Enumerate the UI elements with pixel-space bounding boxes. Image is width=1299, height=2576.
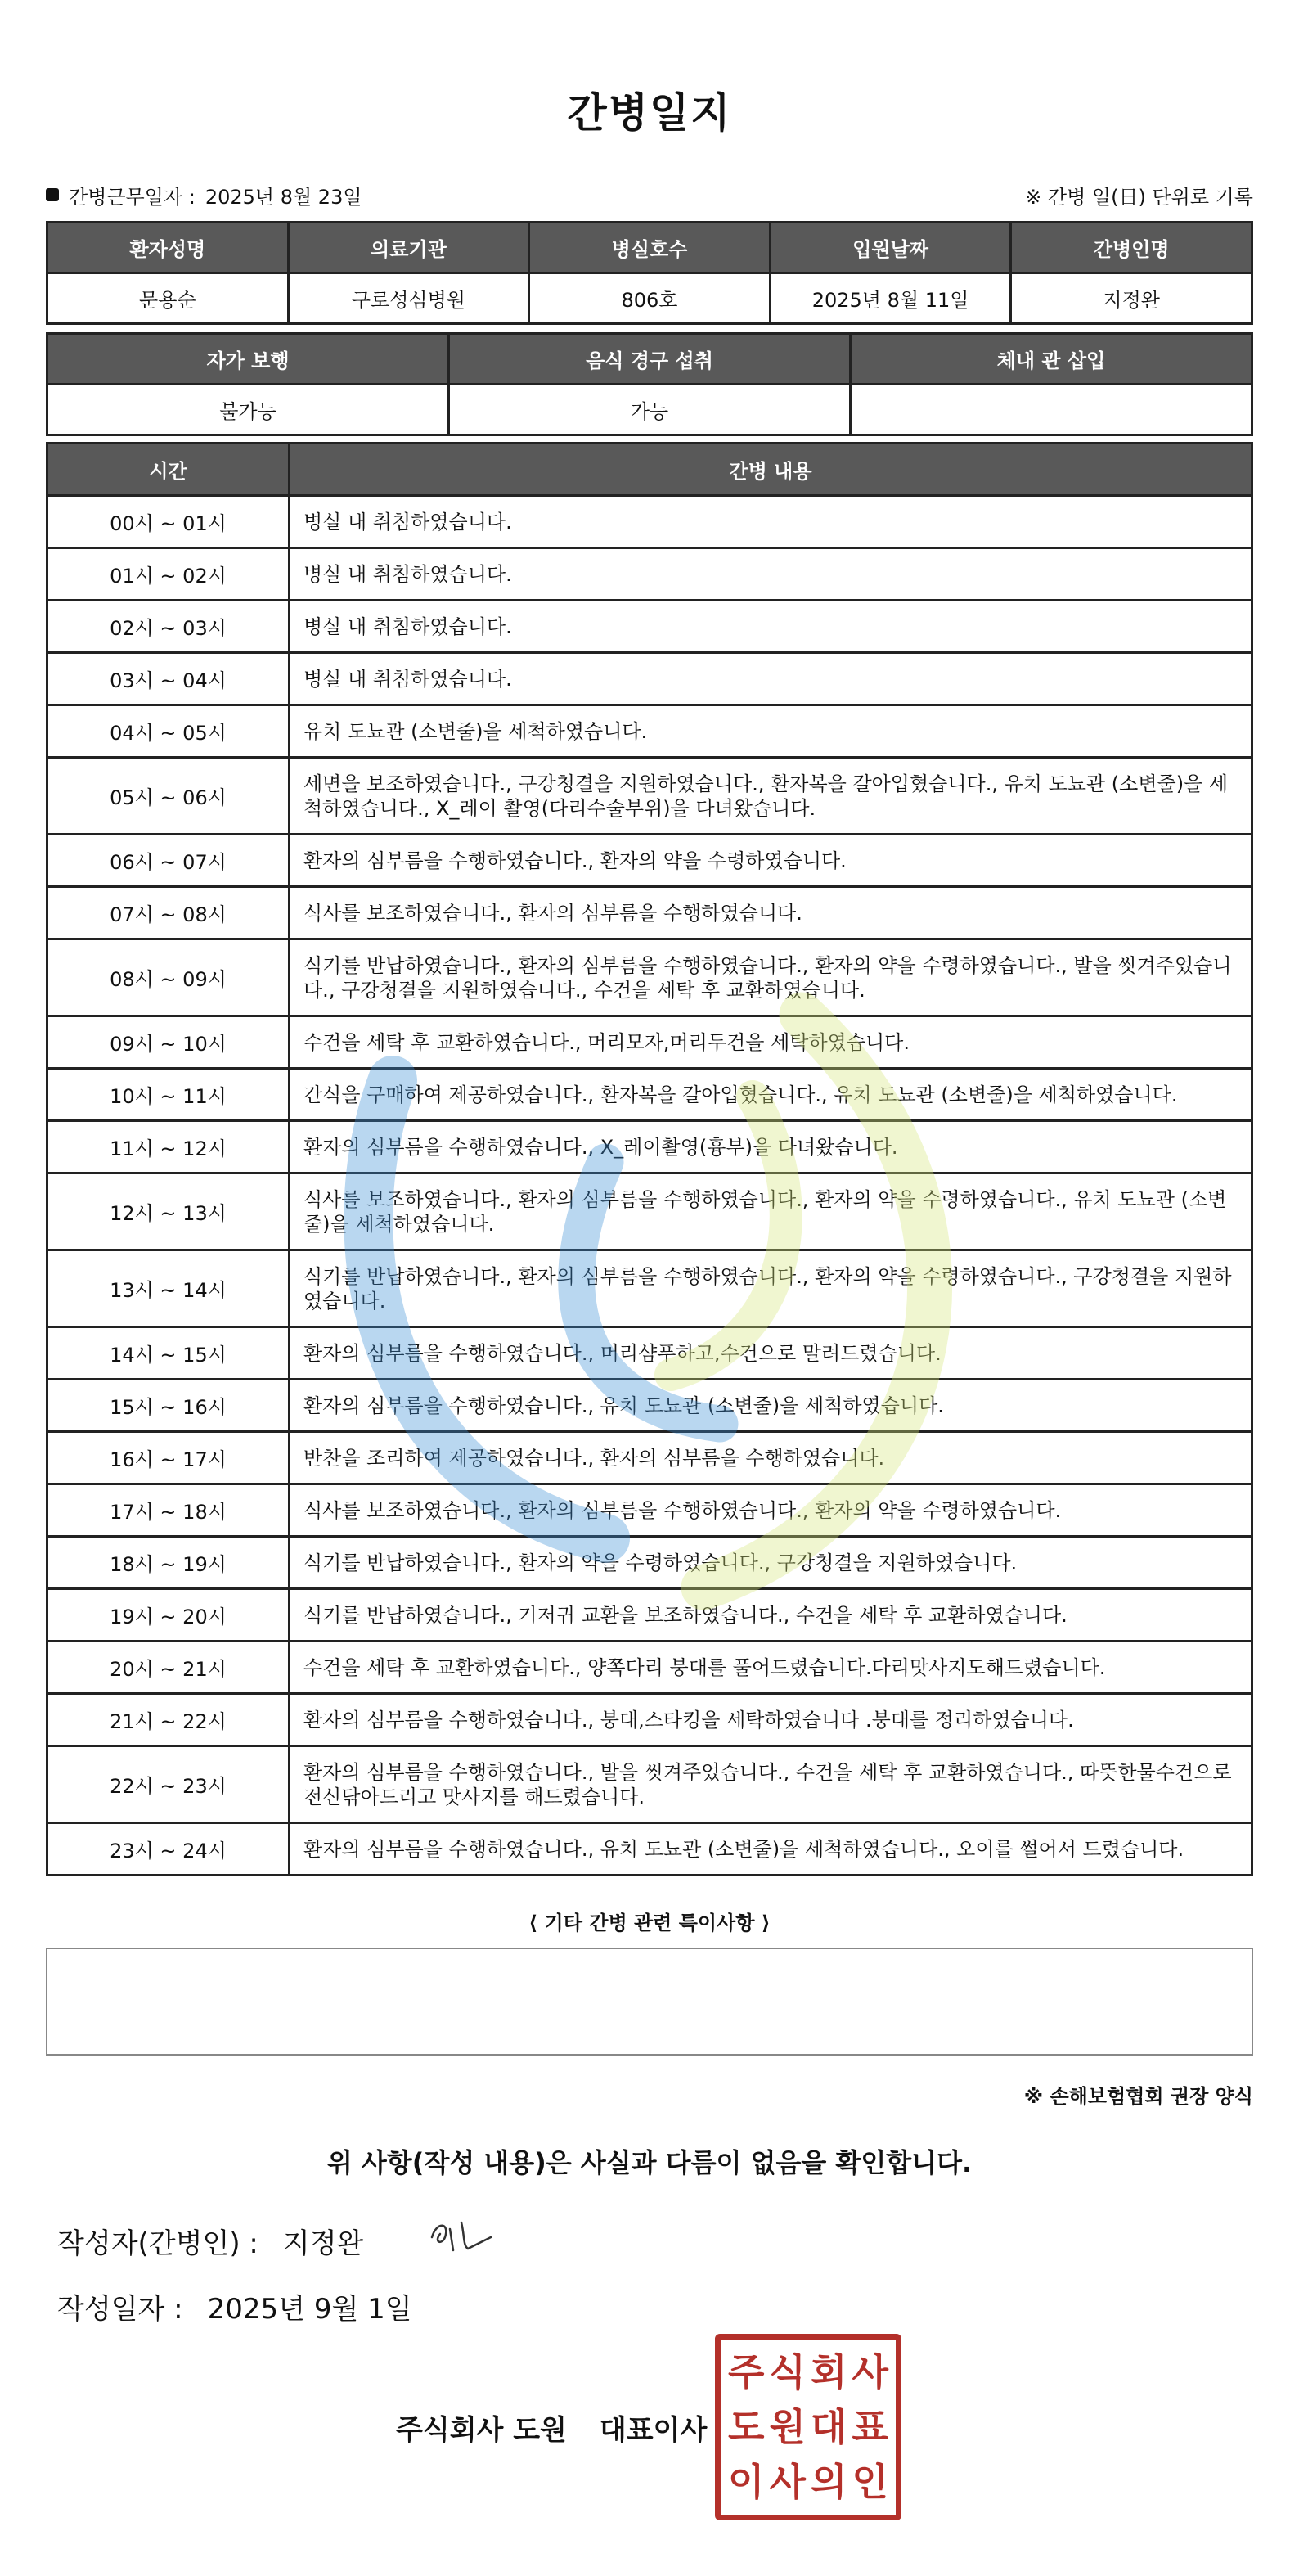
table-header: 간병 내용 xyxy=(290,444,1252,496)
care-log-table xyxy=(46,442,1253,1876)
writer-name: 지정완 xyxy=(282,2227,364,2260)
table-row xyxy=(47,1537,1252,1589)
time-cell: 07시 ~ 08시 xyxy=(47,887,290,939)
seal-char: 대 xyxy=(811,2404,847,2449)
table-cell: 문용순 xyxy=(47,273,289,324)
content-cell: 환자의 심부름을 수행하였습니다., 발을 씻겨주었습니다., 수건을 세탁 후 교환하였습니다., 따뜻한물수건으로 전신닦아드리고 맛사지를 해드렸습니다. xyxy=(290,1746,1252,1823)
table-row xyxy=(47,548,1252,601)
table-cell xyxy=(851,385,1252,435)
table-row xyxy=(47,939,1252,1016)
table-row xyxy=(47,1484,1252,1537)
written-date-row xyxy=(57,2286,412,2326)
table-row xyxy=(47,1432,1252,1484)
table-cell: 지정완 xyxy=(1011,273,1252,324)
content-cell: 유치 도뇨관 (소변줄)을 세척하였습니다. xyxy=(290,705,1252,758)
table-header: 시간 xyxy=(47,444,290,496)
table-header-row xyxy=(47,444,1252,496)
table-header: 병실호수 xyxy=(529,223,771,273)
time-cell: 10시 ~ 11시 xyxy=(47,1069,290,1121)
work-date xyxy=(46,181,362,209)
content-cell: 환자의 심부름을 수행하였습니다., 유치 도뇨관 (소변줄)을 세척하였습니다. xyxy=(290,1380,1252,1432)
content-cell: 반찬을 조리하여 제공하였습니다., 환자의 심부름을 수행하였습니다. xyxy=(290,1432,1252,1484)
care-log-body xyxy=(47,496,1252,1876)
time-cell: 04시 ~ 05시 xyxy=(47,705,290,758)
seal-char: 이 xyxy=(728,2460,765,2505)
seal-char: 도 xyxy=(728,2404,765,2449)
time-cell: 17시 ~ 18시 xyxy=(47,1484,290,1537)
table-row xyxy=(47,1694,1252,1746)
content-cell: 병실 내 취침하였습니다. xyxy=(290,496,1252,548)
time-cell: 01시 ~ 02시 xyxy=(47,548,290,601)
seal-char: 회 xyxy=(811,2349,847,2394)
content-cell: 식사를 보조하였습니다., 환자의 심부름을 수행하였습니다., 환자의 약을 수령하였습니다. xyxy=(290,1484,1252,1537)
time-cell: 15시 ~ 16시 xyxy=(47,1380,290,1432)
work-date-value: 2025년 8월 23일 xyxy=(205,185,362,209)
time-cell: 14시 ~ 15시 xyxy=(47,1327,290,1380)
table-cell: 806호 xyxy=(529,273,771,324)
table-row xyxy=(47,1642,1252,1694)
time-cell: 18시 ~ 19시 xyxy=(47,1537,290,1589)
confirmation-statement: 위 사항(작성 내용)은 사실과 다름이 없음을 확인합니다. xyxy=(326,2147,973,2178)
content-cell: 간식을 구매하여 제공하였습니다., 환자복을 갈아입혔습니다., 유치 도뇨관 (소변줄)을 세척하였습니다. xyxy=(290,1069,1252,1121)
table-row xyxy=(47,1380,1252,1432)
time-cell: 08시 ~ 09시 xyxy=(47,939,290,1016)
seal-char: 의 xyxy=(811,2460,847,2505)
table-row xyxy=(47,1173,1252,1250)
time-cell: 20시 ~ 21시 xyxy=(47,1642,290,1694)
time-cell: 00시 ~ 01시 xyxy=(47,496,290,548)
seal-char: 사 xyxy=(852,2349,888,2394)
content-cell: 식사를 보조하였습니다., 환자의 심부름을 수행하였습니다., 환자의 약을 수령하였습니다., 유치 도뇨관 (소변줄)을 세척하였습니다. xyxy=(290,1173,1252,1250)
time-cell: 23시 ~ 24시 xyxy=(47,1823,290,1876)
table-header: 환자성명 xyxy=(47,223,289,273)
content-cell: 식사를 보조하였습니다., 환자의 심부름을 수행하였습니다. xyxy=(290,887,1252,939)
time-cell: 12시 ~ 13시 xyxy=(47,1173,290,1250)
table-header: 자가 보행 xyxy=(47,334,449,385)
content-cell: 식기를 반납하였습니다., 환자의 약을 수령하였습니다., 구강청결을 지원하였습니다. xyxy=(290,1537,1252,1589)
table-row xyxy=(47,496,1252,548)
table-header-row xyxy=(47,334,1252,385)
table-row xyxy=(47,1589,1252,1642)
content-cell: 병실 내 취침하였습니다. xyxy=(290,601,1252,653)
time-cell: 09시 ~ 10시 xyxy=(47,1016,290,1069)
company-signature-line xyxy=(396,2407,707,2448)
content-cell: 식기를 반납하였습니다., 환자의 심부름을 수행하였습니다., 환자의 약을 수령하였습니다., 발을 씻겨주었습니다., 구강청결을 지원하였습니다., 수건을 세탁 후 교환하였습니다. xyxy=(290,939,1252,1016)
table-row xyxy=(47,385,1252,435)
content-cell: 환자의 심부름을 수행하였습니다., 붕대,스타킹을 세탁하였습니다 .붕대를 정리하였습니다. xyxy=(290,1694,1252,1746)
table-cell: 불가능 xyxy=(47,385,449,435)
table-row xyxy=(47,1746,1252,1823)
content-cell: 환자의 심부름을 수행하였습니다., 유치 도뇨관 (소변줄)을 세척하였습니다., 오이를 썰어서 드렸습니다. xyxy=(290,1823,1252,1876)
content-cell: 식기를 반납하였습니다., 환자의 심부름을 수행하였습니다., 환자의 약을 수령하였습니다., 구강청결을 지원하였습니다. xyxy=(290,1250,1252,1327)
table-row xyxy=(47,1327,1252,1380)
page-title: 간병일지 xyxy=(567,89,732,137)
content-cell: 수건을 세탁 후 교환하였습니다., 양쪽다리 붕대를 풀어드렸습니다.다리맛사지도해드렸습니다. xyxy=(290,1642,1252,1694)
table-row xyxy=(47,1823,1252,1876)
table-cell: 구로성심병원 xyxy=(288,273,529,324)
time-cell: 22시 ~ 23시 xyxy=(47,1746,290,1823)
time-cell: 19시 ~ 20시 xyxy=(47,1589,290,1642)
table-row xyxy=(47,1069,1252,1121)
daily-record-note: ※ 간병 일(日) 단위로 기록 xyxy=(1025,185,1253,209)
content-cell: 세면을 보조하였습니다., 구강청결을 지원하였습니다., 환자복을 갈아입혔습니다., 유치 도뇨관 (소변줄)을 세척하였습니다., X_레이 촬영(다리수술부위)을 다녀왔습니다. xyxy=(290,758,1252,835)
seal-char: 주 xyxy=(728,2349,765,2394)
content-cell: 수건을 세탁 후 교환하였습니다., 머리모자,머리두건을 세탁하였습니다. xyxy=(290,1016,1252,1069)
table-row xyxy=(47,758,1252,835)
meta-row xyxy=(46,180,1253,209)
square-bullet-icon xyxy=(46,188,59,201)
written-date-value: 2025년 9월 1일 xyxy=(207,2293,412,2326)
table-row xyxy=(47,705,1252,758)
table-row xyxy=(47,1250,1252,1327)
time-cell: 13시 ~ 14시 xyxy=(47,1250,290,1327)
content-cell: 환자의 심부름을 수행하였습니다., 환자의 약을 수령하였습니다. xyxy=(290,835,1252,887)
time-cell: 21시 ~ 22시 xyxy=(47,1694,290,1746)
table-header: 체내 관 삽입 xyxy=(851,334,1252,385)
recommend-note: ※ 손해보험협회 권장 양식 xyxy=(1023,2085,1253,2108)
content-cell: 식기를 반납하였습니다., 기저귀 교환을 보조하였습니다., 수건을 세탁 후 교환하였습니다. xyxy=(290,1589,1252,1642)
table-header: 음식 경구 섭취 xyxy=(449,334,851,385)
company-seal-stamp xyxy=(715,2334,901,2520)
table-header: 간병인명 xyxy=(1011,223,1252,273)
table-row xyxy=(47,887,1252,939)
table-row xyxy=(47,601,1252,653)
table-row xyxy=(47,273,1252,324)
content-cell: 병실 내 취침하였습니다. xyxy=(290,548,1252,601)
patient-info-table xyxy=(46,221,1253,325)
seal-char: 식 xyxy=(769,2349,806,2394)
patient-ability-table xyxy=(46,332,1253,436)
content-cell: 환자의 심부름을 수행하였습니다., 머리샴푸하고,수건으로 말려드렸습니다. xyxy=(290,1327,1252,1380)
time-cell: 11시 ~ 12시 xyxy=(47,1121,290,1173)
notes-title: ⟨ 기타 간병 관련 특이사항 ⟩ xyxy=(528,1912,771,1934)
seal-char: 인 xyxy=(852,2460,888,2505)
seal-char: 원 xyxy=(769,2404,806,2449)
table-header-row xyxy=(47,223,1252,273)
content-cell: 환자의 심부름을 수행하였습니다., X_레이촬영(흉부)을 다녀왔습니다. xyxy=(290,1121,1252,1173)
time-cell: 06시 ~ 07시 xyxy=(47,835,290,887)
table-row xyxy=(47,1016,1252,1069)
written-date-label: 작성일자 : xyxy=(57,2293,183,2326)
writer-label: 작성자(간병인) : xyxy=(57,2227,258,2260)
notes-box xyxy=(46,1948,1253,2056)
table-header: 입원날짜 xyxy=(770,223,1011,273)
table-row xyxy=(47,653,1252,705)
company-name: 주식회사 도원 xyxy=(396,2414,567,2447)
table-cell: 2025년 8월 11일 xyxy=(770,273,1011,324)
table-cell: 가능 xyxy=(449,385,851,435)
seal-char: 표 xyxy=(852,2404,888,2449)
table-row xyxy=(47,835,1252,887)
company-title: 대표이사 xyxy=(599,2414,708,2447)
signature-icon xyxy=(425,2213,499,2262)
time-cell: 16시 ~ 17시 xyxy=(47,1432,290,1484)
work-date-label: 간병근무일자 : xyxy=(69,185,196,209)
time-cell: 02시 ~ 03시 xyxy=(47,601,290,653)
writer-row xyxy=(57,2221,363,2261)
time-cell: 03시 ~ 04시 xyxy=(47,653,290,705)
time-cell: 05시 ~ 06시 xyxy=(47,758,290,835)
table-row xyxy=(47,1121,1252,1173)
table-header: 의료기관 xyxy=(288,223,529,273)
content-cell: 병실 내 취침하였습니다. xyxy=(290,653,1252,705)
seal-char: 사 xyxy=(769,2460,806,2505)
